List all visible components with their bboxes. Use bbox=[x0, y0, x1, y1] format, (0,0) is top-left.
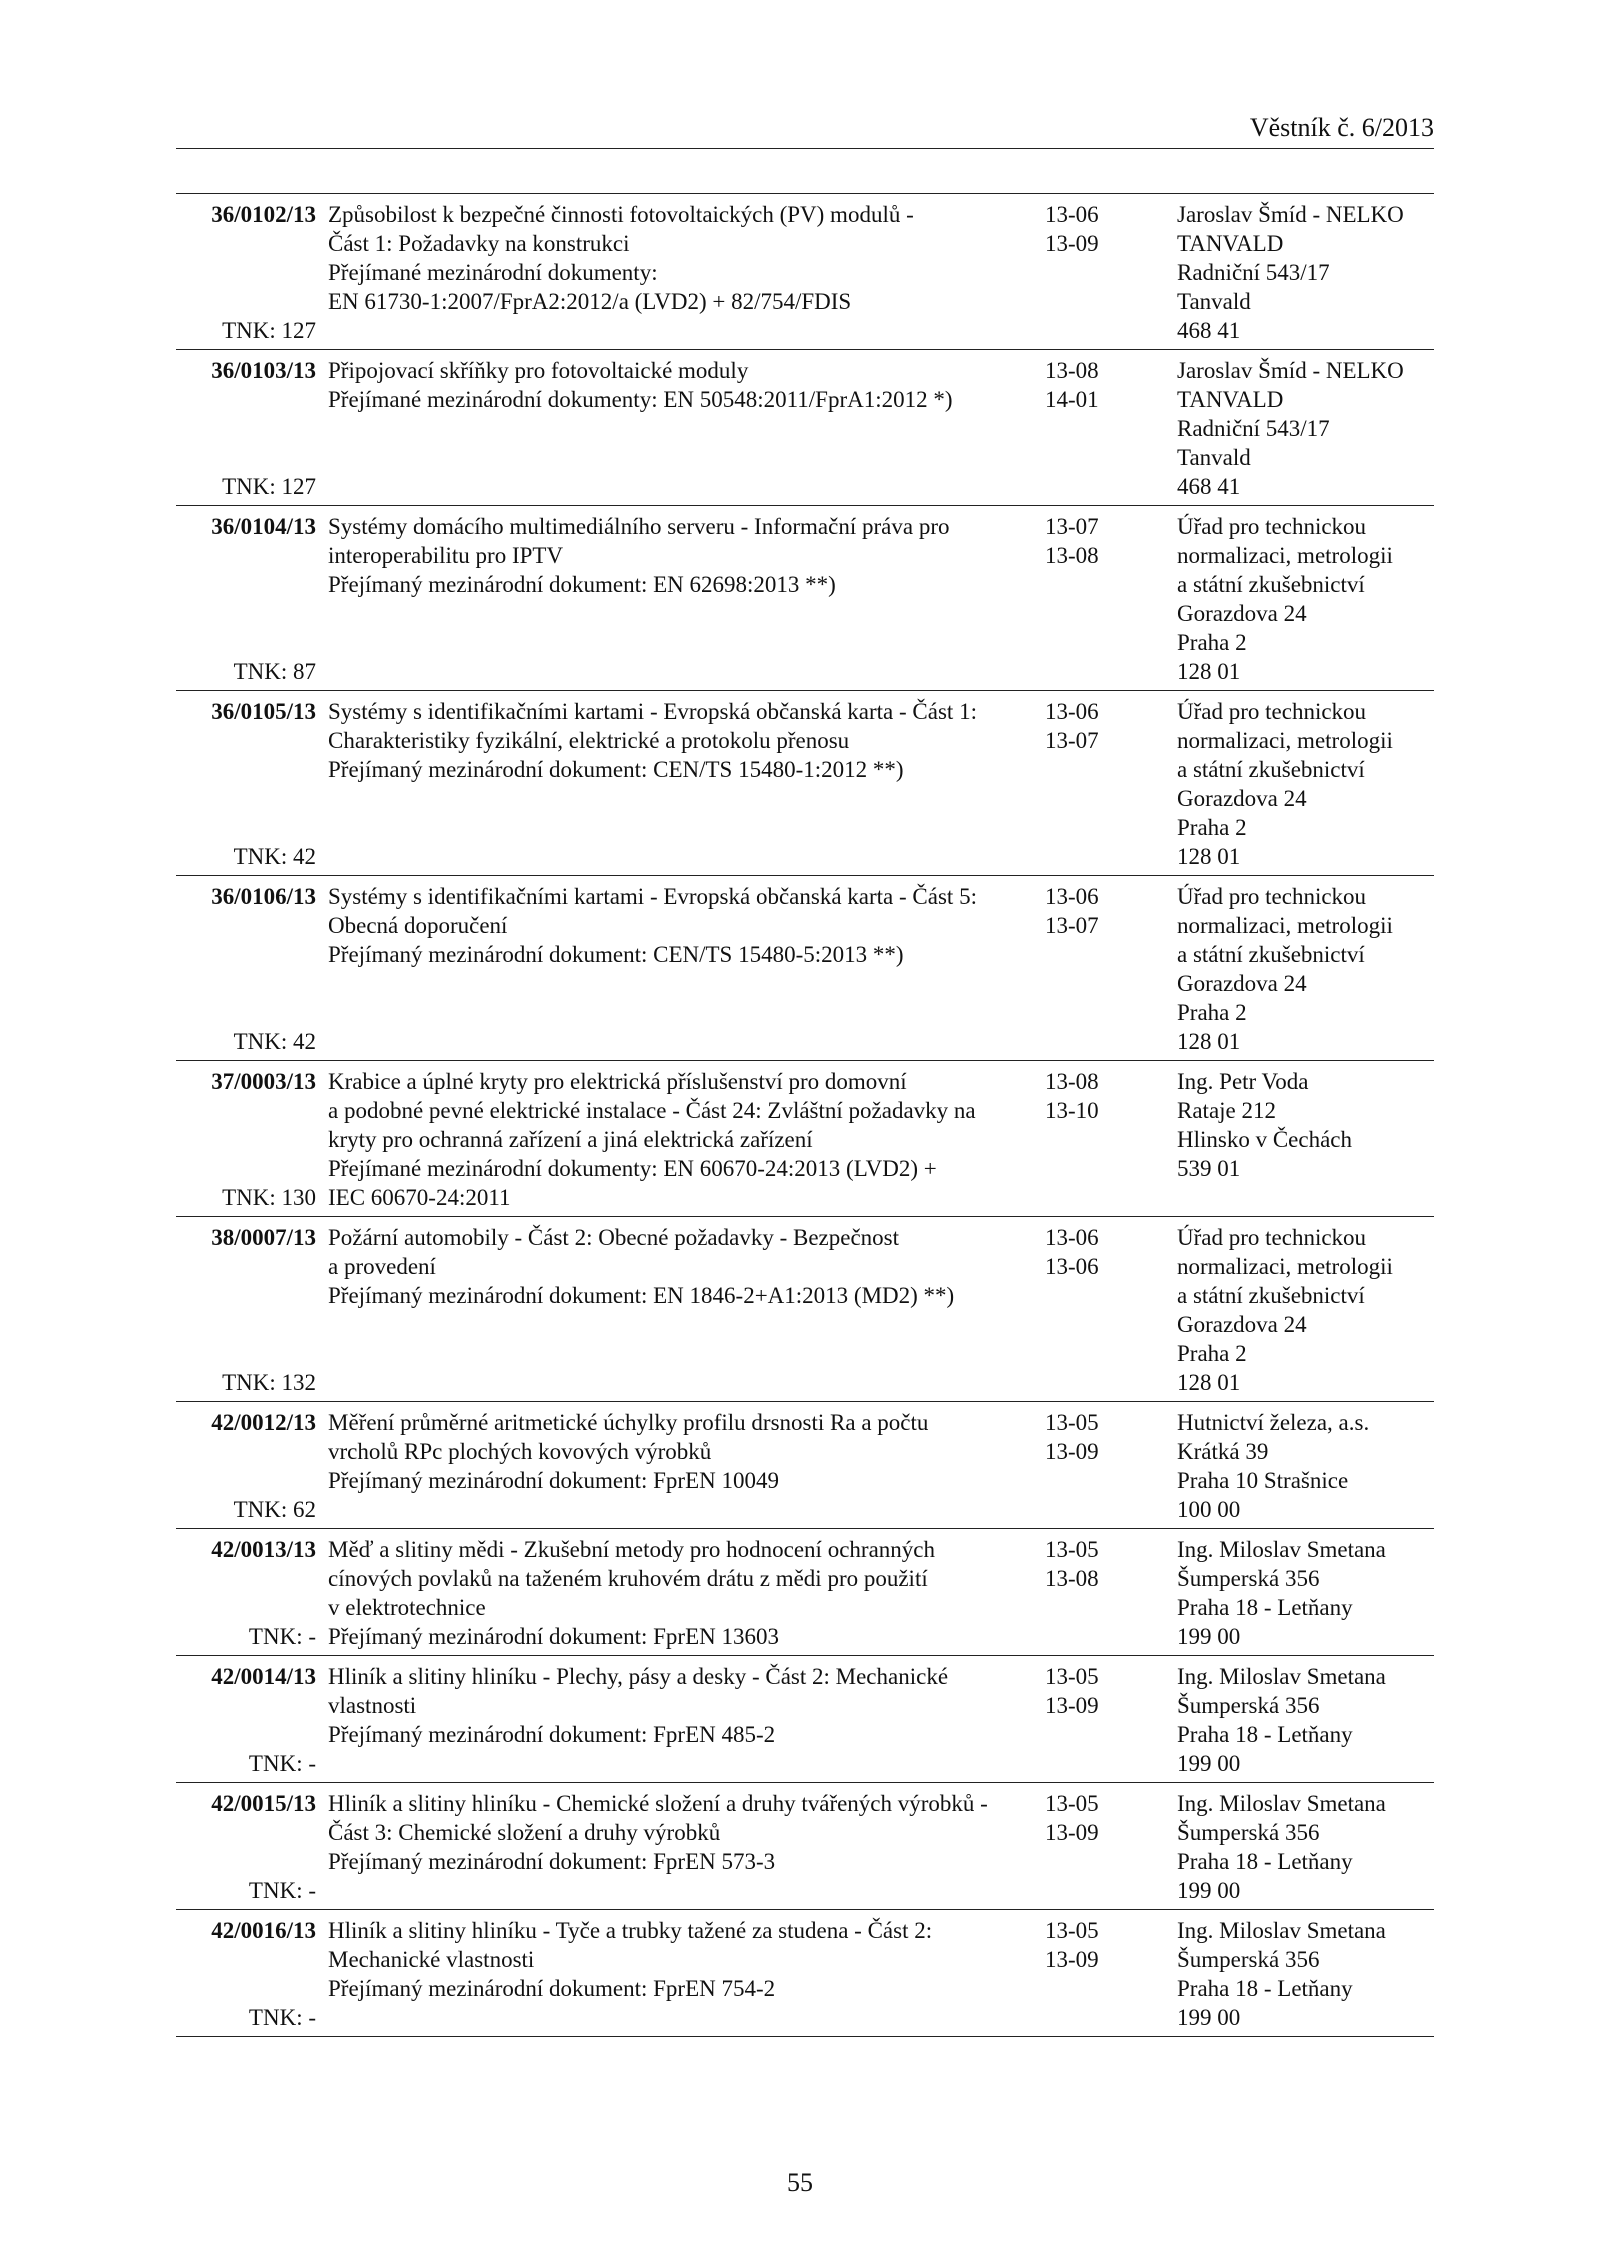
standard-id-cell bbox=[176, 1061, 316, 1217]
standard-id-cell bbox=[176, 194, 316, 350]
contact-line: a státní zkušebnictví bbox=[1177, 757, 1365, 782]
contact-line: Gorazdova 24 bbox=[1177, 601, 1307, 626]
standard-number: 42/0012/13 bbox=[211, 1410, 316, 1435]
title-line: a podobné pevné elektrické instalace - Část 24: Zvláštní požadavky na bbox=[328, 1098, 976, 1123]
title-line: Charakteristiky fyzikální, elektrické a protokolu přenosu bbox=[328, 728, 850, 753]
title-line: Přejímaný mezinárodní dokument: EN 62698:2013 **) bbox=[328, 572, 836, 597]
table-row bbox=[176, 506, 1434, 691]
date-line: 13-09 bbox=[1045, 231, 1099, 256]
standard-number: 37/0003/13 bbox=[211, 1069, 316, 1094]
contact-cell bbox=[1159, 350, 1434, 506]
title-line: v elektrotechnice bbox=[328, 1595, 486, 1620]
standards-table-body bbox=[176, 194, 1434, 2037]
journal-header: Věstník č. 6/2013 bbox=[176, 112, 1434, 149]
date-line: 13-07 bbox=[1045, 913, 1099, 938]
standard-number: 42/0015/13 bbox=[211, 1791, 316, 1816]
standard-number: 36/0103/13 bbox=[211, 358, 316, 383]
tnk-label: TNK: - bbox=[248, 1751, 316, 1776]
contact-line: Gorazdova 24 bbox=[1177, 786, 1307, 811]
title-line: interoperabilitu pro IPTV bbox=[328, 543, 564, 568]
table-row bbox=[176, 691, 1434, 876]
contact-cell bbox=[1159, 1783, 1434, 1910]
tnk-label: TNK: - bbox=[248, 2005, 316, 2030]
title-line: Hliník a slitiny hliníku - Plechy, pásy a desky - Část 2: Mechanické bbox=[328, 1664, 949, 1689]
contact-line: Hutnictví železa, a.s. bbox=[1177, 1410, 1370, 1435]
contact-cell bbox=[1159, 194, 1434, 350]
standard-title-cell bbox=[316, 1529, 1039, 1656]
date-line: 13-06 bbox=[1045, 884, 1099, 909]
standard-id-cell bbox=[176, 691, 316, 876]
contact-line: Úřad pro technickou bbox=[1177, 699, 1367, 724]
standard-id-cell bbox=[176, 1402, 316, 1529]
contact-line: 539 01 bbox=[1177, 1156, 1241, 1181]
contact-line: TANVALD bbox=[1177, 231, 1284, 256]
standard-title-cell bbox=[316, 1061, 1039, 1217]
contact-line: a státní zkušebnictví bbox=[1177, 1283, 1365, 1308]
date-line: 13-09 bbox=[1045, 1947, 1099, 1972]
title-line: Přejímaný mezinárodní dokument: FprEN 485-2 bbox=[328, 1722, 776, 1747]
contact-line: Tanvald bbox=[1177, 445, 1251, 470]
contact-cell bbox=[1159, 1529, 1434, 1656]
contact-cell bbox=[1159, 691, 1434, 876]
table-row bbox=[176, 876, 1434, 1061]
contact-line: Krátká 39 bbox=[1177, 1439, 1269, 1464]
contact-line: Praha 2 bbox=[1177, 1341, 1247, 1366]
standard-title-cell bbox=[316, 194, 1039, 350]
title-line: Přejímané mezinárodní dokumenty: EN 50548:2011/FprA1:2012 *) bbox=[328, 387, 953, 412]
contact-line: normalizaci, metrologii bbox=[1177, 543, 1393, 568]
standard-number: 36/0106/13 bbox=[211, 884, 316, 909]
standard-id-cell bbox=[176, 350, 316, 506]
contact-line: Jaroslav Šmíd - NELKO bbox=[1177, 358, 1404, 383]
tnk-label: TNK: 87 bbox=[233, 659, 316, 684]
title-line: Systémy s identifikačními kartami - Evropská občanská karta - Část 1: bbox=[328, 699, 977, 724]
standard-title-cell bbox=[316, 1910, 1039, 2037]
schedule-dates-cell bbox=[1039, 350, 1159, 506]
table-row bbox=[176, 194, 1434, 350]
title-line: Hliník a slitiny hliníku - Tyče a trubky tažené za studena - Část 2: bbox=[328, 1918, 933, 1943]
standard-number: 36/0102/13 bbox=[211, 202, 316, 227]
tnk-label: TNK: - bbox=[248, 1878, 316, 1903]
tnk-label: TNK: 42 bbox=[233, 844, 316, 869]
contact-line: Jaroslav Šmíd - NELKO bbox=[1177, 202, 1404, 227]
title-line: Přejímané mezinárodní dokumenty: EN 60670-24:2013 (LVD2) + bbox=[328, 1156, 937, 1181]
date-line: 13-08 bbox=[1045, 1566, 1099, 1591]
date-line: 13-06 bbox=[1045, 202, 1099, 227]
schedule-dates-cell bbox=[1039, 1783, 1159, 1910]
contact-line: Rataje 212 bbox=[1177, 1098, 1276, 1123]
date-line: 13-09 bbox=[1045, 1693, 1099, 1718]
date-line: 13-08 bbox=[1045, 358, 1099, 383]
contact-line: Úřad pro technickou bbox=[1177, 1225, 1367, 1250]
contact-line: 199 00 bbox=[1177, 1751, 1241, 1776]
title-line: vrcholů RPc plochých kovových výrobků bbox=[328, 1439, 712, 1464]
title-line: Připojovací skříňky pro fotovoltaické moduly bbox=[328, 358, 749, 383]
contact-cell bbox=[1159, 1402, 1434, 1529]
title-line: Hliník a slitiny hliníku - Chemické složení a druhy tvářených výrobků - bbox=[328, 1791, 988, 1816]
contact-cell bbox=[1159, 1910, 1434, 2037]
tnk-label: TNK: 132 bbox=[222, 1370, 316, 1395]
contact-line: Ing. Petr Voda bbox=[1177, 1069, 1309, 1094]
contact-line: normalizaci, metrologii bbox=[1177, 728, 1393, 753]
contact-line: 128 01 bbox=[1177, 659, 1241, 684]
schedule-dates-cell bbox=[1039, 1217, 1159, 1402]
table-row bbox=[176, 1783, 1434, 1910]
title-line: Krabice a úplné kryty pro elektrická příslušenství pro domovní bbox=[328, 1069, 907, 1094]
standard-id-cell bbox=[176, 506, 316, 691]
contact-line: normalizaci, metrologii bbox=[1177, 913, 1393, 938]
contact-line: Praha 2 bbox=[1177, 630, 1247, 655]
title-line: Část 1: Požadavky na konstrukci bbox=[328, 231, 630, 256]
schedule-dates-cell bbox=[1039, 506, 1159, 691]
contact-cell bbox=[1159, 1217, 1434, 1402]
page-number: 55 bbox=[787, 2168, 813, 2197]
contact-line: 128 01 bbox=[1177, 844, 1241, 869]
date-line: 13-05 bbox=[1045, 1918, 1099, 1943]
contact-line: Praha 18 - Letňany bbox=[1177, 1849, 1353, 1874]
contact-line: Praha 10 Strašnice bbox=[1177, 1468, 1349, 1493]
contact-cell bbox=[1159, 1061, 1434, 1217]
date-line: 13-07 bbox=[1045, 514, 1099, 539]
table-row bbox=[176, 350, 1434, 506]
date-line: 13-05 bbox=[1045, 1791, 1099, 1816]
title-line: Způsobilost k bezpečné činnosti fotovoltaických (PV) modulů - bbox=[328, 202, 914, 227]
contact-line: 199 00 bbox=[1177, 1624, 1241, 1649]
table-row bbox=[176, 1061, 1434, 1217]
title-line: Přejímané mezinárodní dokumenty: bbox=[328, 260, 658, 285]
date-line: 13-09 bbox=[1045, 1439, 1099, 1464]
contact-line: 199 00 bbox=[1177, 1878, 1241, 1903]
standard-title-cell bbox=[316, 691, 1039, 876]
contact-line: Šumperská 356 bbox=[1177, 1693, 1320, 1718]
contact-line: 100 00 bbox=[1177, 1497, 1241, 1522]
contact-line: Šumperská 356 bbox=[1177, 1820, 1320, 1845]
title-line: Obecná doporučení bbox=[328, 913, 508, 938]
standard-number: 42/0016/13 bbox=[211, 1918, 316, 1943]
contact-line: TANVALD bbox=[1177, 387, 1284, 412]
contact-line: Úřad pro technickou bbox=[1177, 884, 1367, 909]
standard-id-cell bbox=[176, 1783, 316, 1910]
standard-title-cell bbox=[316, 1783, 1039, 1910]
date-line: 13-09 bbox=[1045, 1820, 1099, 1845]
contact-line: Radniční 543/17 bbox=[1177, 416, 1330, 441]
standard-id-cell bbox=[176, 1910, 316, 2037]
date-line: 13-08 bbox=[1045, 1069, 1099, 1094]
date-line: 13-08 bbox=[1045, 543, 1099, 568]
standard-title-cell bbox=[316, 350, 1039, 506]
title-line: cínových povlaků na taženém kruhovém drátu z mědi pro použití bbox=[328, 1566, 928, 1591]
contact-line: 468 41 bbox=[1177, 318, 1241, 343]
table-row bbox=[176, 1217, 1434, 1402]
schedule-dates-cell bbox=[1039, 1061, 1159, 1217]
standard-id-cell bbox=[176, 1529, 316, 1656]
date-line: 13-06 bbox=[1045, 699, 1099, 724]
contact-cell bbox=[1159, 506, 1434, 691]
title-line: Požární automobily - Část 2: Obecné požadavky - Bezpečnost bbox=[328, 1225, 900, 1250]
standard-number: 36/0105/13 bbox=[211, 699, 316, 724]
contact-line: a státní zkušebnictví bbox=[1177, 942, 1365, 967]
contact-line: 128 01 bbox=[1177, 1029, 1241, 1054]
tnk-label: TNK: 62 bbox=[233, 1497, 316, 1522]
contact-line: a státní zkušebnictví bbox=[1177, 572, 1365, 597]
title-line: Přejímaný mezinárodní dokument: FprEN 10049 bbox=[328, 1468, 779, 1493]
date-line: 13-05 bbox=[1045, 1410, 1099, 1435]
schedule-dates-cell bbox=[1039, 1529, 1159, 1656]
contact-line: Praha 2 bbox=[1177, 1000, 1247, 1025]
date-line: 13-06 bbox=[1045, 1225, 1099, 1250]
tnk-label: TNK: 127 bbox=[222, 318, 316, 343]
table-row bbox=[176, 1910, 1434, 2037]
contact-line: Gorazdova 24 bbox=[1177, 1312, 1307, 1337]
schedule-dates-cell bbox=[1039, 691, 1159, 876]
standard-title-cell bbox=[316, 876, 1039, 1061]
contact-line: Ing. Miloslav Smetana bbox=[1177, 1918, 1386, 1943]
standard-title-cell bbox=[316, 1656, 1039, 1783]
standard-title-cell bbox=[316, 1402, 1039, 1529]
date-line: 13-05 bbox=[1045, 1664, 1099, 1689]
contact-cell bbox=[1159, 876, 1434, 1061]
tnk-label: TNK: 127 bbox=[222, 474, 316, 499]
schedule-dates-cell bbox=[1039, 1402, 1159, 1529]
contact-line: Šumperská 356 bbox=[1177, 1947, 1320, 1972]
schedule-dates-cell bbox=[1039, 876, 1159, 1061]
standard-title-cell bbox=[316, 506, 1039, 691]
date-line: 13-06 bbox=[1045, 1254, 1099, 1279]
title-line: Přejímaný mezinárodní dokument: CEN/TS 15480-5:2013 **) bbox=[328, 942, 904, 967]
contact-line: Šumperská 356 bbox=[1177, 1566, 1320, 1591]
title-line: a provedení bbox=[328, 1254, 436, 1279]
title-line: Systémy domácího multimediálního serveru - Informační práva pro bbox=[328, 514, 950, 539]
contact-line: Radniční 543/17 bbox=[1177, 260, 1330, 285]
title-line: Mechanické vlastnosti bbox=[328, 1947, 535, 1972]
title-line: Měření průměrné aritmetické úchylky profilu drsnosti Ra a počtu bbox=[328, 1410, 929, 1435]
contact-line: 199 00 bbox=[1177, 2005, 1241, 2030]
tnk-label: TNK: 130 bbox=[222, 1185, 316, 1210]
date-line: 13-07 bbox=[1045, 728, 1099, 753]
contact-line: 468 41 bbox=[1177, 474, 1241, 499]
standards-table bbox=[176, 193, 1434, 2037]
standard-number: 42/0013/13 bbox=[211, 1537, 316, 1562]
title-line: Přejímaný mezinárodní dokument: CEN/TS 15480-1:2012 **) bbox=[328, 757, 904, 782]
schedule-dates-cell bbox=[1039, 1656, 1159, 1783]
title-line: Přejímaný mezinárodní dokument: FprEN 573-3 bbox=[328, 1849, 776, 1874]
title-line: Systémy s identifikačními kartami - Evropská občanská karta - Část 5: bbox=[328, 884, 977, 909]
schedule-dates-cell bbox=[1039, 1910, 1159, 2037]
table-row bbox=[176, 1656, 1434, 1783]
title-line: Přejímaný mezinárodní dokument: FprEN 754-2 bbox=[328, 1976, 776, 2001]
tnk-label: TNK: 42 bbox=[233, 1029, 316, 1054]
title-line: Přejímaný mezinárodní dokument: FprEN 13603 bbox=[328, 1624, 779, 1649]
standard-number: 42/0014/13 bbox=[211, 1664, 316, 1689]
title-line: kryty pro ochranná zařízení a jiná elektrická zařízení bbox=[328, 1127, 813, 1152]
contact-line: Úřad pro technickou bbox=[1177, 514, 1367, 539]
standard-number: 36/0104/13 bbox=[211, 514, 316, 539]
contact-line: Praha 2 bbox=[1177, 815, 1247, 840]
schedule-dates-cell bbox=[1039, 194, 1159, 350]
table-row bbox=[176, 1529, 1434, 1656]
standard-id-cell bbox=[176, 876, 316, 1061]
date-line: 14-01 bbox=[1045, 387, 1099, 412]
contact-line: Ing. Miloslav Smetana bbox=[1177, 1791, 1386, 1816]
title-line: Měď a slitiny mědi - Zkušební metody pro hodnocení ochranných bbox=[328, 1537, 935, 1562]
contact-line: Hlinsko v Čechách bbox=[1177, 1127, 1353, 1152]
contact-line: Tanvald bbox=[1177, 289, 1251, 314]
standard-id-cell bbox=[176, 1217, 316, 1402]
contact-line: Praha 18 - Letňany bbox=[1177, 1976, 1353, 2001]
date-line: 13-05 bbox=[1045, 1537, 1099, 1562]
title-line: EN 61730-1:2007/FprA2:2012/a (LVD2) + 82/754/FDIS bbox=[328, 289, 852, 314]
contact-line: Ing. Miloslav Smetana bbox=[1177, 1537, 1386, 1562]
standard-number: 38/0007/13 bbox=[211, 1225, 316, 1250]
tnk-label: TNK: - bbox=[248, 1624, 316, 1649]
contact-line: Praha 18 - Letňany bbox=[1177, 1722, 1353, 1747]
contact-line: Praha 18 - Letňany bbox=[1177, 1595, 1353, 1620]
standard-id-cell bbox=[176, 1656, 316, 1783]
contact-line: Ing. Miloslav Smetana bbox=[1177, 1664, 1386, 1689]
date-line: 13-10 bbox=[1045, 1098, 1099, 1123]
contact-line: normalizaci, metrologii bbox=[1177, 1254, 1393, 1279]
title-line: IEC 60670-24:2011 bbox=[328, 1185, 511, 1210]
standard-title-cell bbox=[316, 1217, 1039, 1402]
contact-line: 128 01 bbox=[1177, 1370, 1241, 1395]
title-line: Přejímaný mezinárodní dokument: EN 1846-2+A1:2013 (MD2) **) bbox=[328, 1283, 955, 1308]
contact-line: Gorazdova 24 bbox=[1177, 971, 1307, 996]
contact-cell bbox=[1159, 1656, 1434, 1783]
title-line: vlastnosti bbox=[328, 1693, 417, 1718]
title-line: Část 3: Chemické složení a druhy výrobků bbox=[328, 1820, 721, 1845]
table-row bbox=[176, 1402, 1434, 1529]
